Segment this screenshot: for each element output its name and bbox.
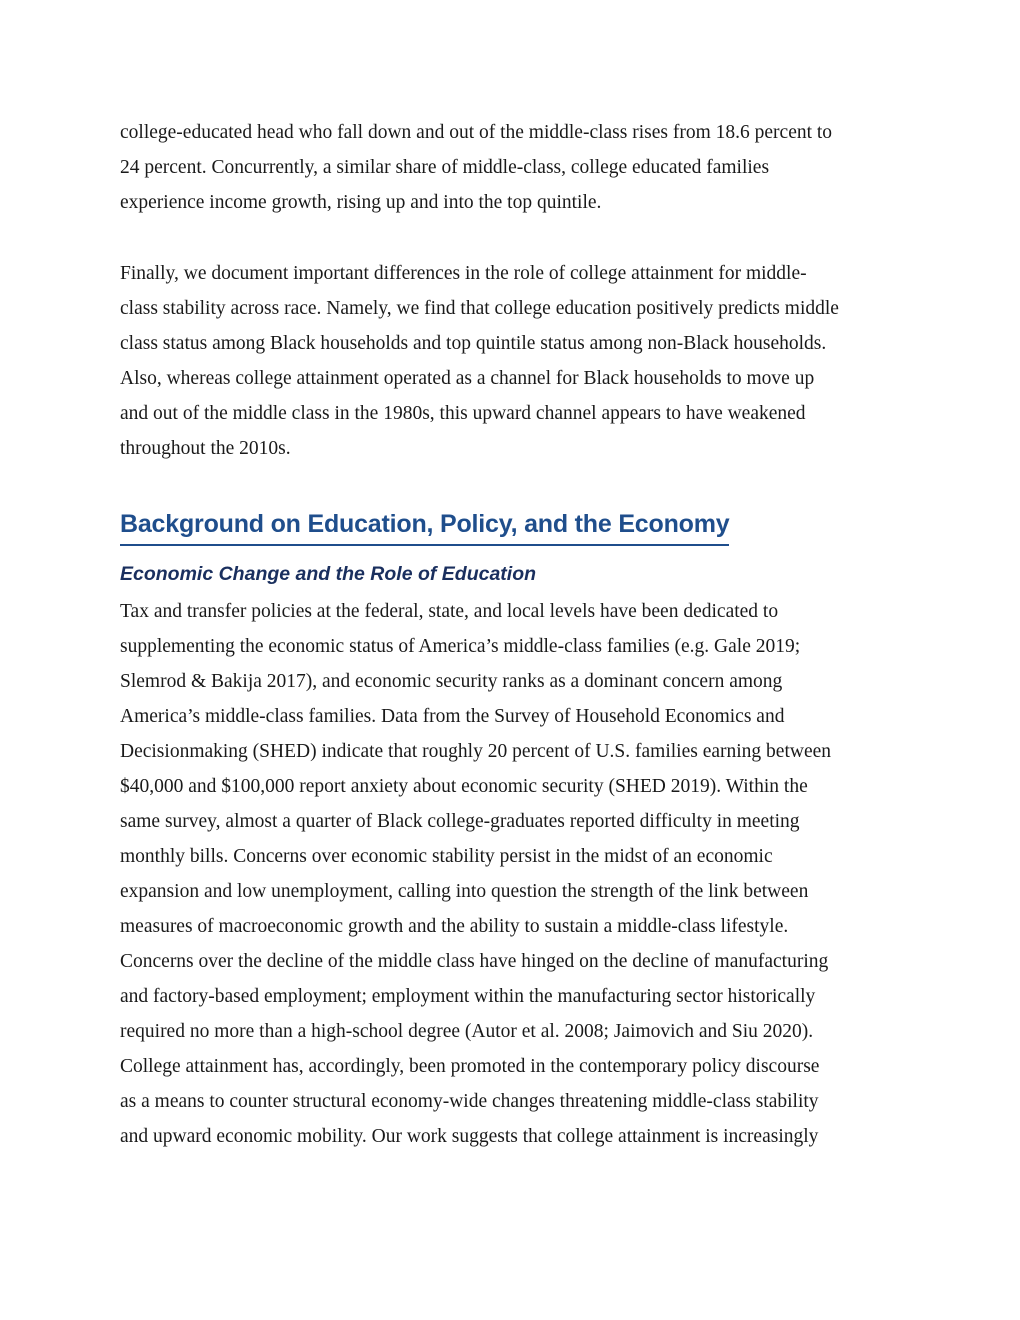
text-line: $40,000 and $100,000 report anxiety about economic security (SHED 2019). Within the <box>120 776 808 797</box>
text-line: experience income growth, rising up and into the top quintile. <box>120 192 602 213</box>
text-line: and out of the middle class in the 1980s, this upward channel appears to have weakened <box>120 403 806 424</box>
text-line: monthly bills. Concerns over economic stability persist in the midst of an economic <box>120 846 773 867</box>
text-line: Also, whereas college attainment operated as a channel for Black households to move up <box>120 368 815 389</box>
subsection-heading: Economic Change and the Role of Education <box>120 563 537 585</box>
text-line: Finally, we document important differences in the role of college attainment for middle- <box>120 263 807 284</box>
text-line: as a means to counter structural economy-wide changes threatening middle-class stability <box>120 1091 819 1112</box>
text-line: College attainment has, accordingly, been promoted in the contemporary policy discourse <box>120 1056 820 1077</box>
text-line: and factory-based employment; employment within the manufacturing sector historically <box>120 986 816 1007</box>
text-line: throughout the 2010s. <box>120 438 291 459</box>
text-line: required no more than a high-school degree (Autor et al. 2008; Jaimovich and Siu 2020). <box>120 1021 814 1042</box>
paragraph-economic-change <box>120 594 831 1154</box>
text-line: supplementing the economic status of America’s middle-class families (e.g. Gale 2019; <box>120 636 801 657</box>
section-heading: Background on Education, Policy, and the Economy <box>120 508 729 546</box>
text-line: class status among Black households and top quintile status among non-Black households. <box>120 333 827 354</box>
text-line: Concerns over the decline of the middle class have hinged on the decline of manufacturing <box>120 951 829 972</box>
paragraph-race-differences <box>120 256 839 466</box>
text-line: Slemrod & Bakija 2017), and economic security ranks as a dominant concern among <box>120 671 783 692</box>
text-line: measures of macroeconomic growth and the ability to sustain a middle-class lifestyle. <box>120 916 789 937</box>
text-line: same survey, almost a quarter of Black college-graduates reported difficulty in meeting <box>120 811 800 832</box>
text-line: class stability across race. Namely, we find that college education positively predicts middle <box>120 298 839 319</box>
text-line: Decisionmaking (SHED) indicate that roughly 20 percent of U.S. families earning between <box>120 741 832 762</box>
text-line: and upward economic mobility. Our work suggests that college attainment is increasingly <box>120 1126 819 1147</box>
text-line: college-educated head who fall down and out of the middle-class rises from 18.6 percent to <box>120 122 833 143</box>
text-line: America’s middle-class families. Data from the Survey of Household Economics and <box>120 706 785 727</box>
text-line: expansion and low unemployment, calling into question the strength of the link between <box>120 881 809 902</box>
text-line: 24 percent. Concurrently, a similar share of middle-class, college educated families <box>120 157 770 178</box>
paragraph-intro-continued <box>120 115 832 220</box>
text-line: Tax and transfer policies at the federal, state, and local levels have been dedicated to <box>120 601 779 622</box>
